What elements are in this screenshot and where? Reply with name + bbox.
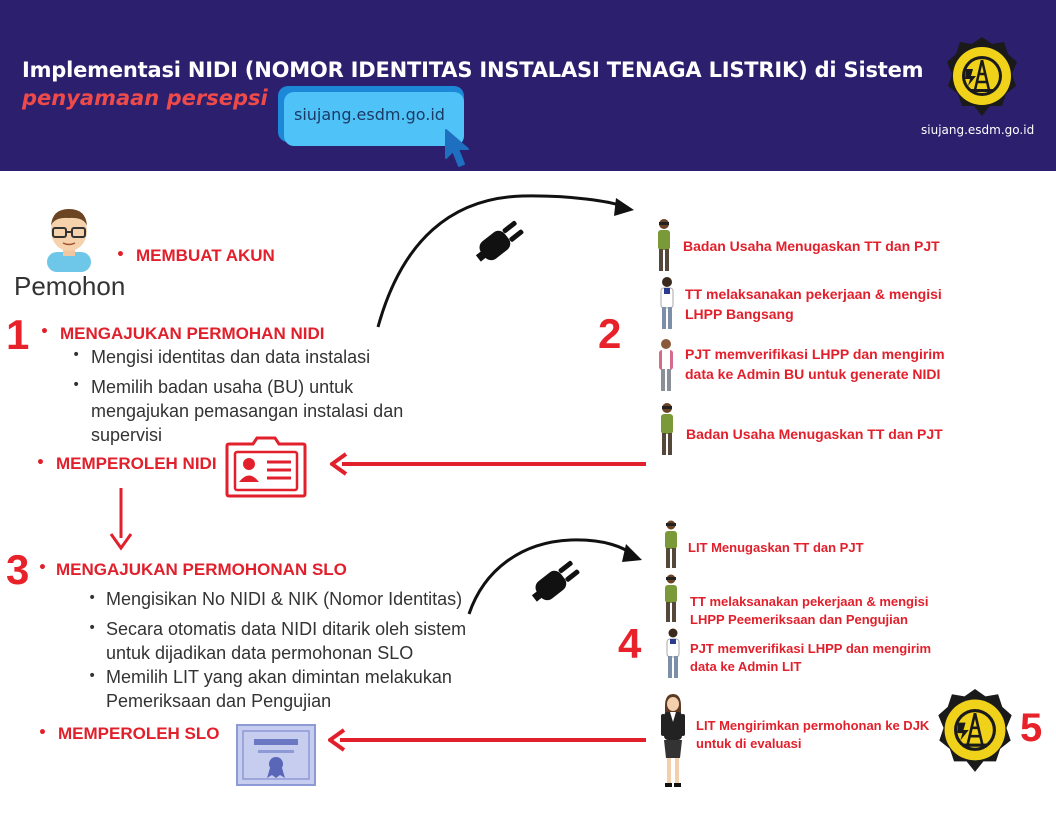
pemohon-label: Pemohon: [14, 271, 126, 301]
id-card-icon: [225, 436, 307, 498]
down-arrow-icon: [106, 488, 136, 552]
bullet-dot: •: [88, 590, 97, 606]
step4-role: LIT Menugaskan TT dan PJT: [688, 540, 864, 555]
step5-role: LIT Mengirimkan permohonan ke DJK: [696, 718, 930, 733]
person-figure-icon: [654, 218, 674, 274]
step3-bullet: Memilih LIT yang akan dimintan melakukan: [106, 667, 452, 687]
businesswoman-figure-icon: [656, 692, 690, 788]
plug-icon: [470, 214, 528, 268]
step3-bullet: untuk dijadikan data permohonan SLO: [106, 643, 414, 663]
page-subtitle: penyamaan persepsi: [22, 86, 268, 110]
step3-bullet: Secara otomatis data NIDI ditarik oleh sistem: [106, 619, 467, 639]
step2-role: Badan Usaha Menugaskan TT dan PJT: [686, 426, 943, 442]
header-site-url: siujang.esdm.go.id: [921, 123, 1035, 137]
step1-bullet: mengajukan pemasangan instalasi dan: [91, 401, 404, 421]
step1-bullet: Memilih badan usaha (BU) untuk: [91, 377, 354, 397]
step3-title: MENGAJUKAN PERMOHONAN SLO: [56, 560, 347, 579]
person-figure-icon: [655, 338, 677, 394]
step4-role: TT melaksanakan pekerjaan & mengisi: [690, 594, 929, 609]
step-number-3: 3: [6, 546, 30, 593]
step2-role: data ke Admin BU untuk generate NIDI: [685, 366, 941, 382]
step4-role: PJT memverifikasi LHPP dan mengirim: [690, 641, 932, 656]
memperoleh-slo-label: MEMPEROLEH SLO: [58, 724, 220, 743]
step4-role: LHPP Peemeriksaan dan Pengujian: [690, 612, 908, 627]
person-figure-icon: [657, 276, 677, 332]
bullet-dot: •: [38, 725, 47, 741]
step1-bullet: Mengisi identitas dan data instalasi: [91, 347, 371, 367]
person-figure-icon: [662, 520, 680, 570]
step3-bullet: Mengisikan No NIDI & NIK (Nomor Identitas): [106, 589, 463, 609]
memperoleh-nidi-label: MEMPEROLEH NIDI: [56, 454, 217, 473]
return-arrow-slo: [328, 728, 648, 752]
step-number-1: 1: [6, 311, 30, 358]
bullet-dot: •: [116, 247, 125, 263]
membuat-akun-label: MEMBUAT AKUN: [136, 246, 275, 265]
esdm-logo-icon: [946, 36, 1018, 118]
pemohon-avatar: [44, 204, 94, 272]
bullet-dot: •: [88, 668, 97, 684]
step-number-2: 2: [598, 310, 622, 357]
page-title: Implementasi NIDI (NOMOR IDENTITAS INSTALASI TENAGA LISTRIK) di Sistem: [22, 58, 924, 82]
step2-role: Badan Usaha Menugaskan TT dan PJT: [683, 238, 940, 254]
bullet-dot: •: [88, 620, 97, 636]
step1-bullet: supervisi: [91, 425, 163, 445]
step1-title: MENGAJUKAN PERMOHAN NIDI: [60, 324, 325, 343]
step3-bullet: Pemeriksaan dan Pengujian: [106, 691, 332, 711]
bullet-dot: •: [72, 377, 81, 393]
step2-role: LHPP Bangsang: [685, 306, 794, 322]
cursor-icon: [444, 128, 474, 174]
step-number-5: 5: [1020, 706, 1043, 750]
person-figure-icon: [657, 402, 677, 458]
esdm-logo-icon: [932, 688, 1018, 774]
bullet-dot: •: [38, 560, 47, 576]
bullet-dot: •: [40, 324, 49, 340]
person-figure-icon: [664, 628, 682, 680]
certificate-icon: [236, 724, 316, 786]
bullet-dot: •: [36, 455, 45, 471]
person-figure-icon: [662, 574, 680, 624]
step4-role: data ke Admin LIT: [690, 659, 802, 674]
bullet-dot: •: [72, 347, 81, 363]
step-number-4: 4: [618, 620, 642, 667]
step5-role: untuk di evaluasi: [696, 736, 802, 751]
step2-role: TT melaksanakan pekerjaan & mengisi: [685, 286, 942, 302]
return-arrow-nidi: [330, 452, 648, 476]
url-box-text: siujang.esdm.go.id: [294, 105, 445, 124]
step2-role: PJT memverifikasi LHPP dan mengirim: [685, 346, 945, 362]
plug-icon: [526, 554, 584, 608]
